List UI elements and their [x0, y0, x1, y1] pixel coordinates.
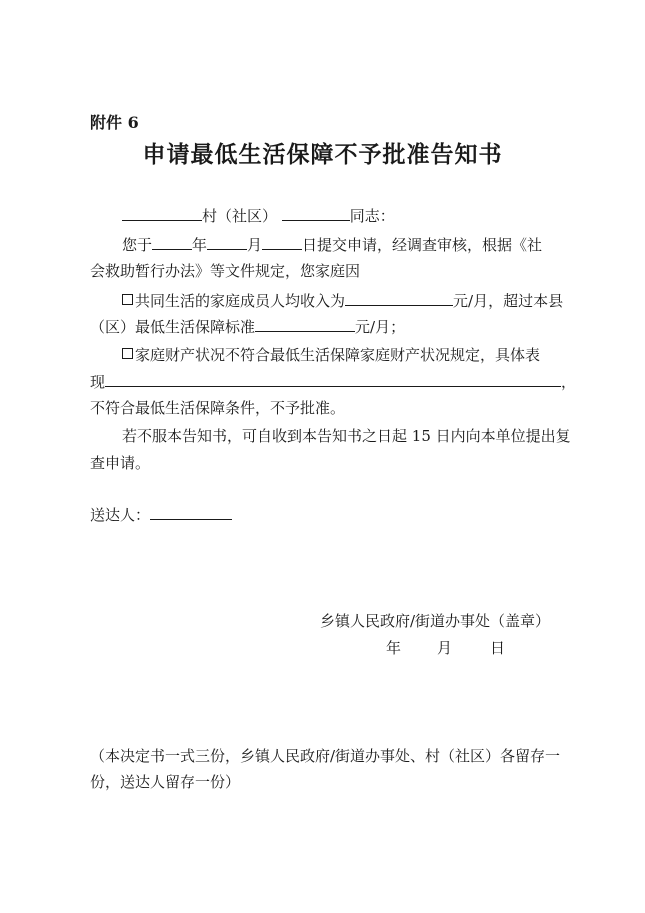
para1-prefix: 您于 [122, 236, 153, 254]
para1-line2: 会救助暂行办法》等文件规定，您家庭因 [90, 262, 361, 280]
delivery-blank[interactable] [150, 504, 232, 520]
attachment-label: 附件 6 [90, 113, 139, 132]
option1-line2 [90, 316, 405, 337]
appeal-line2: 查申请。 [90, 454, 151, 472]
standard-blank[interactable] [255, 316, 355, 332]
village-blank[interactable] [122, 205, 202, 221]
para1-after-day: 日提交申请，经调查审核，根据《社 [302, 236, 543, 254]
name-blank[interactable] [282, 205, 350, 221]
option1-text-b: 元/月，超过本县 [453, 292, 564, 310]
option2-line2 [90, 371, 576, 392]
option1-line2-a: （区）最低生活保障标准 [90, 318, 256, 336]
year-blank[interactable] [152, 234, 192, 250]
option1-line2-b: 元/月； [355, 318, 406, 336]
option2-line2-a: 现 [90, 373, 106, 391]
option1-checkbox[interactable] [122, 294, 133, 305]
date-month-label: 月 [437, 639, 453, 657]
income-blank[interactable] [345, 290, 453, 306]
salutation-line [122, 205, 395, 226]
details-blank[interactable] [105, 371, 561, 387]
delivery-line [90, 504, 232, 525]
delivery-label: 送达人： [90, 506, 151, 524]
date-day-label: 日 [490, 639, 506, 657]
note-line1: （本决定书一式三份，乡镇人民政府/街道办事处、村（社区）各留存一 [90, 747, 561, 765]
option2-line1 [122, 345, 540, 365]
note-line2: 份，送达人留存一份） [90, 773, 241, 791]
date-line [386, 638, 505, 658]
day-blank[interactable] [262, 234, 302, 250]
month-blank[interactable] [207, 234, 247, 250]
option1-text-a: 共同生活的家庭成员人均收入为 [135, 292, 346, 310]
option2-checkbox[interactable] [122, 348, 133, 359]
date-year-label: 年 [386, 639, 402, 657]
month-label: 月 [247, 236, 263, 254]
comrade-suffix: 同志： [349, 207, 395, 225]
village-suffix: 村（社区） [202, 207, 278, 225]
document-title: 申请最低生活保障不予批准告知书 [142, 141, 503, 168]
option2-line2-b: ， [561, 373, 577, 391]
appeal-line1: 若不服本告知书，可自收到本告知书之日起 15 日内向本单位提出复 [122, 427, 571, 445]
option2-line3: 不符合最低生活保障条件，不予批准。 [90, 399, 346, 417]
option2-text: 家庭财产状况不符合最低生活保障家庭财产状况规定，具体表 [135, 346, 541, 364]
para1-line1 [122, 234, 542, 255]
year-label: 年 [192, 236, 208, 254]
issuer-line: 乡镇人民政府/街道办事处（盖章） [320, 612, 551, 630]
option1-line1 [122, 290, 563, 311]
